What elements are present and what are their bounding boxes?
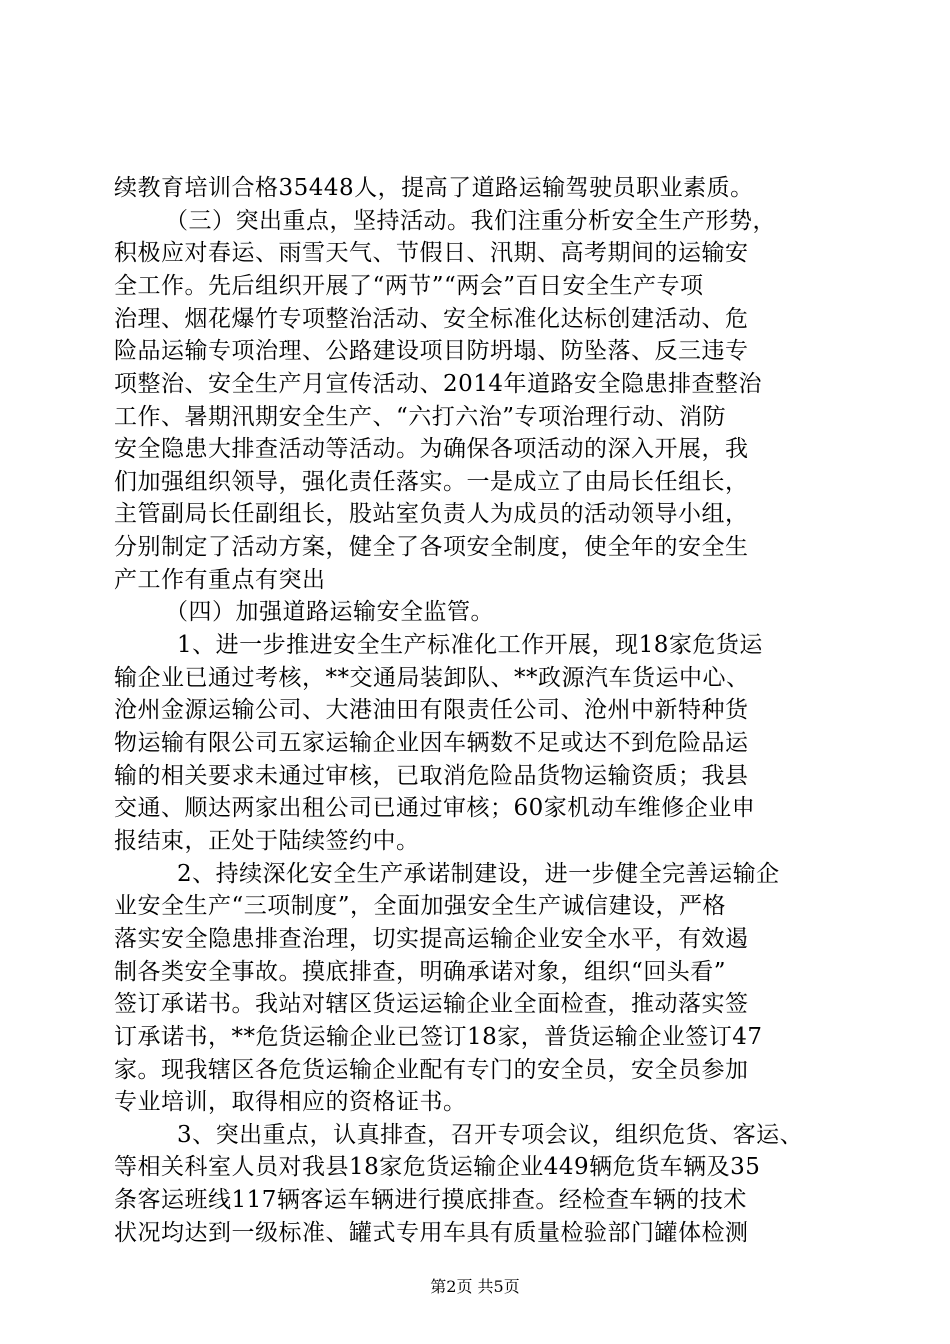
text-line: 等相关科室人员对我县18家危货运输企业449辆危货车辆及35 [114,1154,761,1180]
text-line: 产工作有重点有突出 [114,567,326,593]
text-line: 物运输有限公司五家运输企业因车辆数不足或达不到危险品运 [114,730,749,756]
text-line: 工作、暑期汛期安全生产、“六打六治”专项治理行动、消防 [114,404,727,430]
text-line: 续教育培训合格35448人，提高了道路运输驾驶员职业素质。 [114,175,754,201]
section-heading: （四）加强道路运输安全监管。 [165,599,494,625]
text-line: 积极应对春运、雨雪天气、节假日、汛期、高考期间的运输安 [114,240,749,266]
text-line: 全工作。先后组织开展了“两节”“两会”百日安全生产专项 [114,273,704,299]
text-line: 险品运输专项治理、公路建设项目防坍塌、防坠落、反三违专 [114,338,749,364]
text-line: 治理、烟花爆竹专项整治活动、安全标准化达标创建活动、危 [114,306,749,332]
page-footer: 第2页 共5页 [430,1277,520,1296]
text-line: 安全隐患大排查活动等活动。为确保各项活动的深入开展，我 [114,436,749,462]
text-line: 签订承诺书。我站对辖区货运运输企业全面检查，推动落实签 [114,991,749,1017]
text-line: （三）突出重点，坚持活动。我们注重分析安全生产形势， [165,208,776,234]
text-line: 交通、顺达两家出租公司已通过审核；60家机动车维修企业申 [114,795,756,821]
text-line: 落实安全隐患排查治理，切实提高运输企业安全水平，有效遏 [114,926,749,952]
text-line: 们加强组织领导，强化责任落实。一是成立了由局长任组长， [114,469,749,495]
text-line: 沧州金源运输公司、大港油田有限责任公司、沧州中新特种货 [114,697,749,723]
text-line: 2、持续深化安全生产承诺制建设，进一步健全完善运输企 [177,861,780,887]
text-line: 1、进一步推进安全生产标准化工作开展，现18家危货运 [177,632,763,658]
text-line: 主管副局长任副组长，股站室负责人为成员的活动领导小组， [114,501,749,527]
text-line: 订承诺书，**危货运输企业已签订18家，普货运输企业签订47 [114,1024,763,1050]
text-line: 3、突出重点，认真排查，召开专项会议，组织危货、客运、 [177,1122,804,1148]
text-line: 制各类安全事故。摸底排查，明确承诺对象，组织“回头看” [114,959,727,985]
text-line: 输的相关要求未通过审核，已取消危险品货物运输资质；我县 [114,763,749,789]
text-line: 家。现我辖区各危货运输企业配有专门的安全员，安全员参加 [114,1057,749,1083]
text-line: 状况均达到一级标准、罐式专用车具有质量检验部门罐体检测 [114,1220,749,1246]
text-line: 专业培训，取得相应的资格证书。 [114,1089,467,1115]
text-line: 输企业已通过考核，**交通局装卸队、**政源汽车货运中心、 [114,665,750,691]
text-line: 分别制定了活动方案，健全了各项安全制度，使全年的安全生 [114,534,749,560]
text-line: 条客运班线117辆客运车辆进行摸底排查。经检查车辆的技术 [114,1187,747,1213]
text-line: 业安全生产“三项制度”，全面加强安全生产诚信建设，严格 [114,893,727,919]
text-line: 报结束，正处于陆续签约中。 [114,828,420,854]
text-line: 项整治、安全生产月宣传活动、2014年道路安全隐患排查整治 [114,371,763,397]
